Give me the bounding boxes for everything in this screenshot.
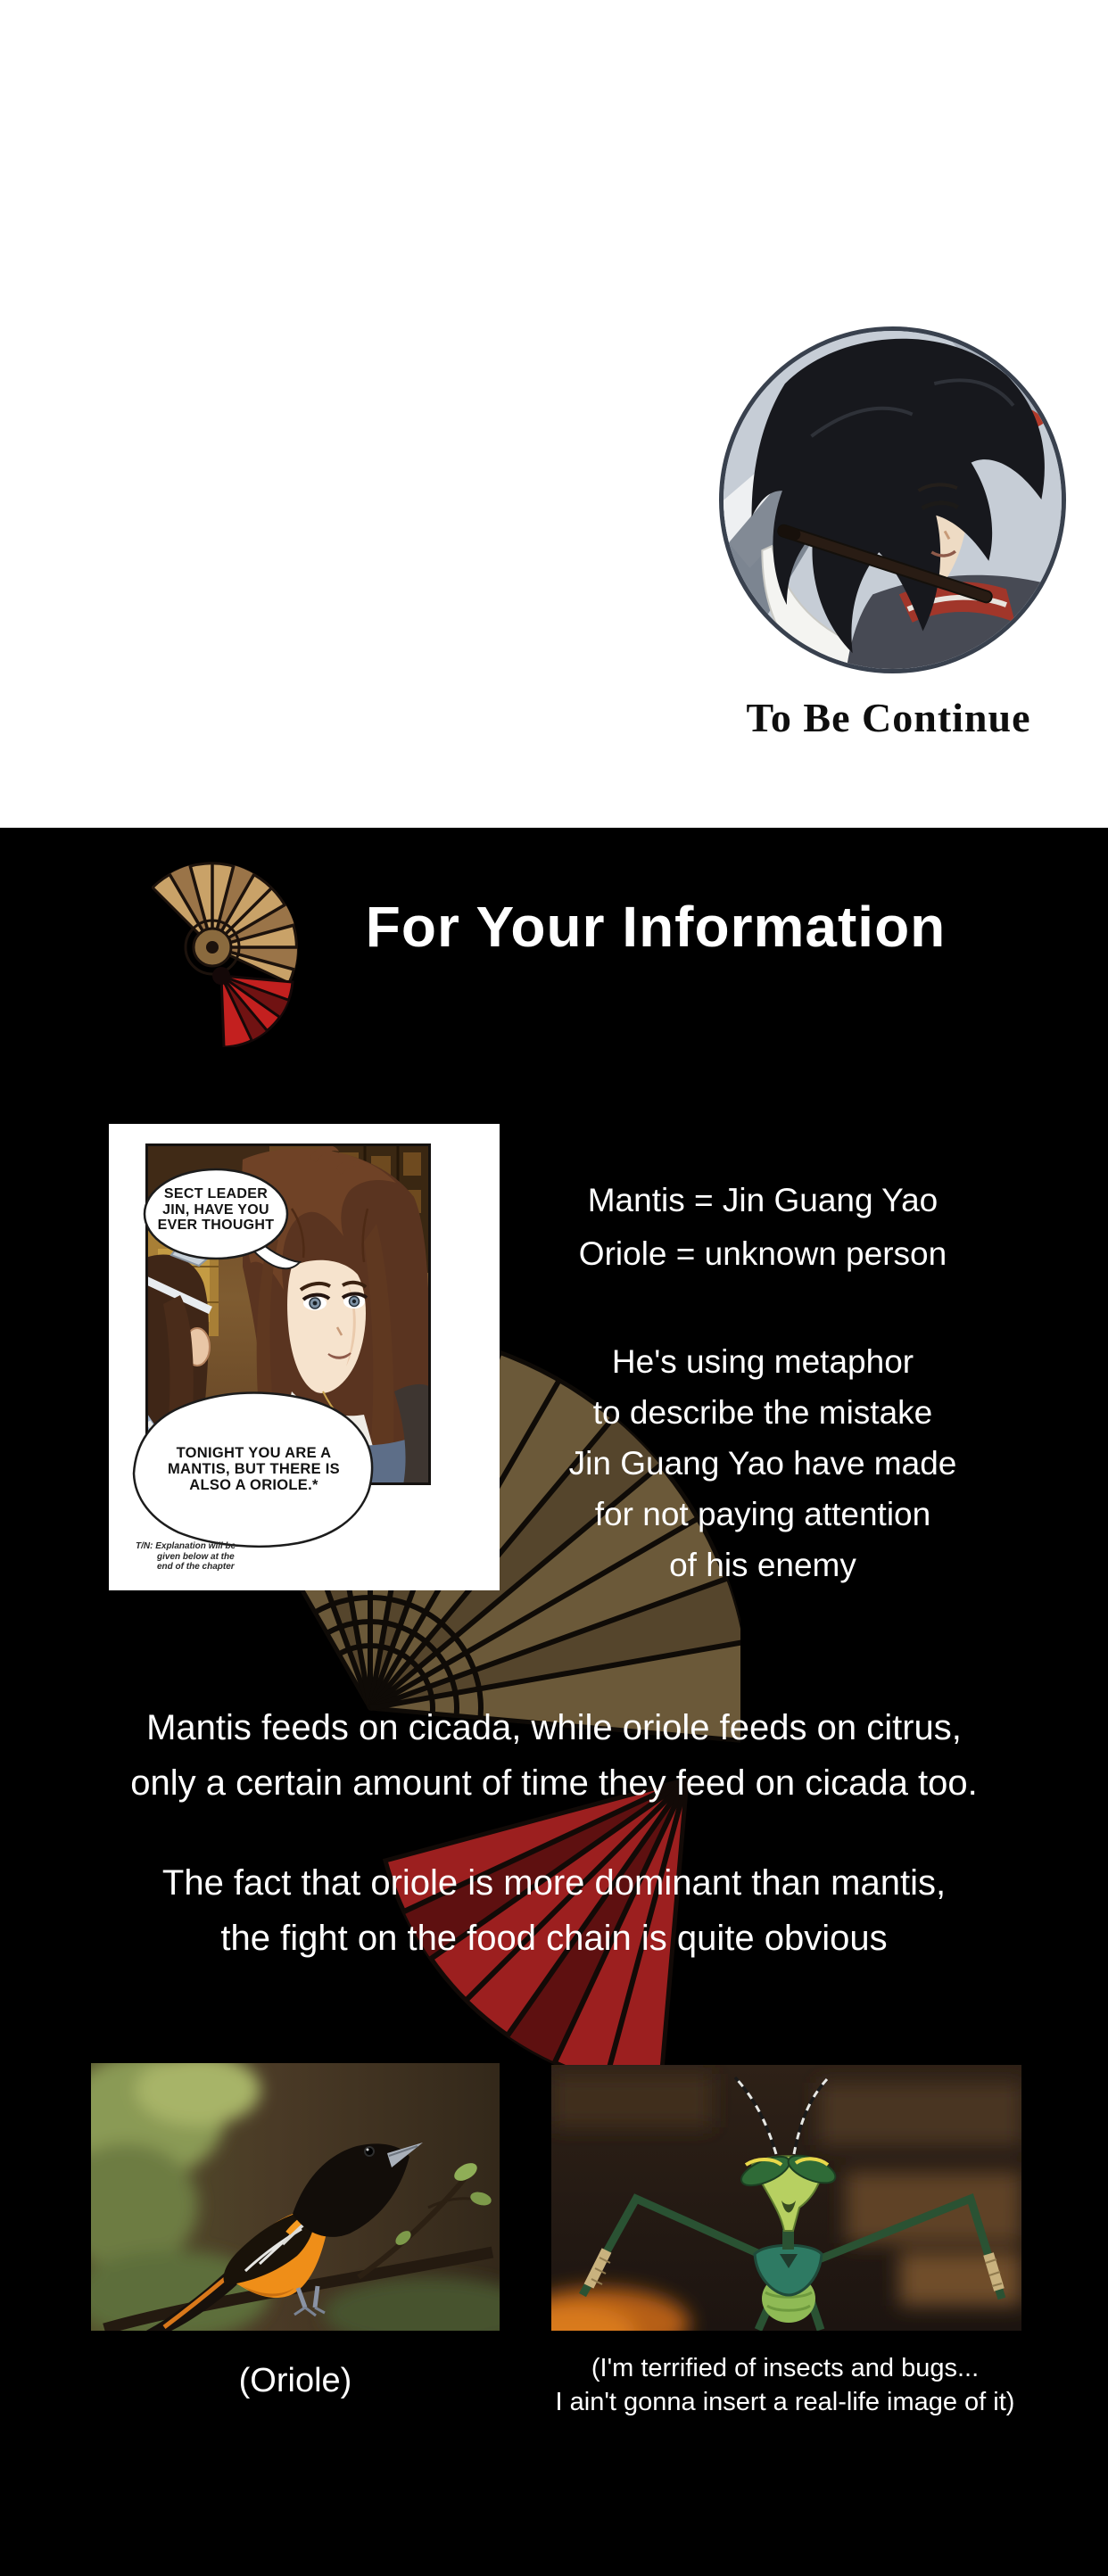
oriole-equation: Oriole = unknown person — [578, 1235, 947, 1272]
to-be-continue-text: To Be Continue — [746, 695, 1031, 740]
speech-bubble-1-text: SECT LEADER JIN, HAVE YOU EVER THOUGHT — [157, 1186, 275, 1233]
translator-note: T/N: Explanation will be given below at the end of the chapter — [136, 1541, 236, 1572]
metaphor-explanation: He's using metaphor to describe the mistake Jin Guang Yao have made for not paying attention of his enemy — [568, 1343, 957, 1583]
mantis-caption: (I'm terrified of insects and bugs... I ain't gonna insert a real-life image of it) — [555, 2354, 1015, 2416]
paragraph-food-chain: The fact that oriole is more dominant than mantis, the fight on the food chain is quite obvious — [161, 1863, 947, 1958]
mantis-photo — [551, 2065, 1021, 2331]
metaphor-key — [504, 1174, 1021, 1281]
fan-logo-icon — [152, 858, 321, 1047]
speech-bubble-2-text: TONIGHT YOU ARE A MANTIS, BUT THERE IS ALSO A ORIOLE.* — [167, 1445, 340, 1493]
avatar — [719, 326, 1066, 673]
paragraph-feeding-facts: Mantis feeds on cicada, while oriole feeds on citrus, only a certain amount of time they feed on cicada too. — [130, 1708, 978, 1803]
comic-panel — [109, 1124, 500, 1590]
fyi-title: For Your Information — [365, 895, 947, 959]
mantis-equation: Mantis = Jin Guang Yao — [587, 1182, 938, 1218]
oriole-photo — [91, 2063, 500, 2331]
oriole-caption: (Oriole) — [238, 2362, 352, 2399]
avatar-art — [724, 331, 1062, 669]
fan-top — [153, 863, 297, 983]
